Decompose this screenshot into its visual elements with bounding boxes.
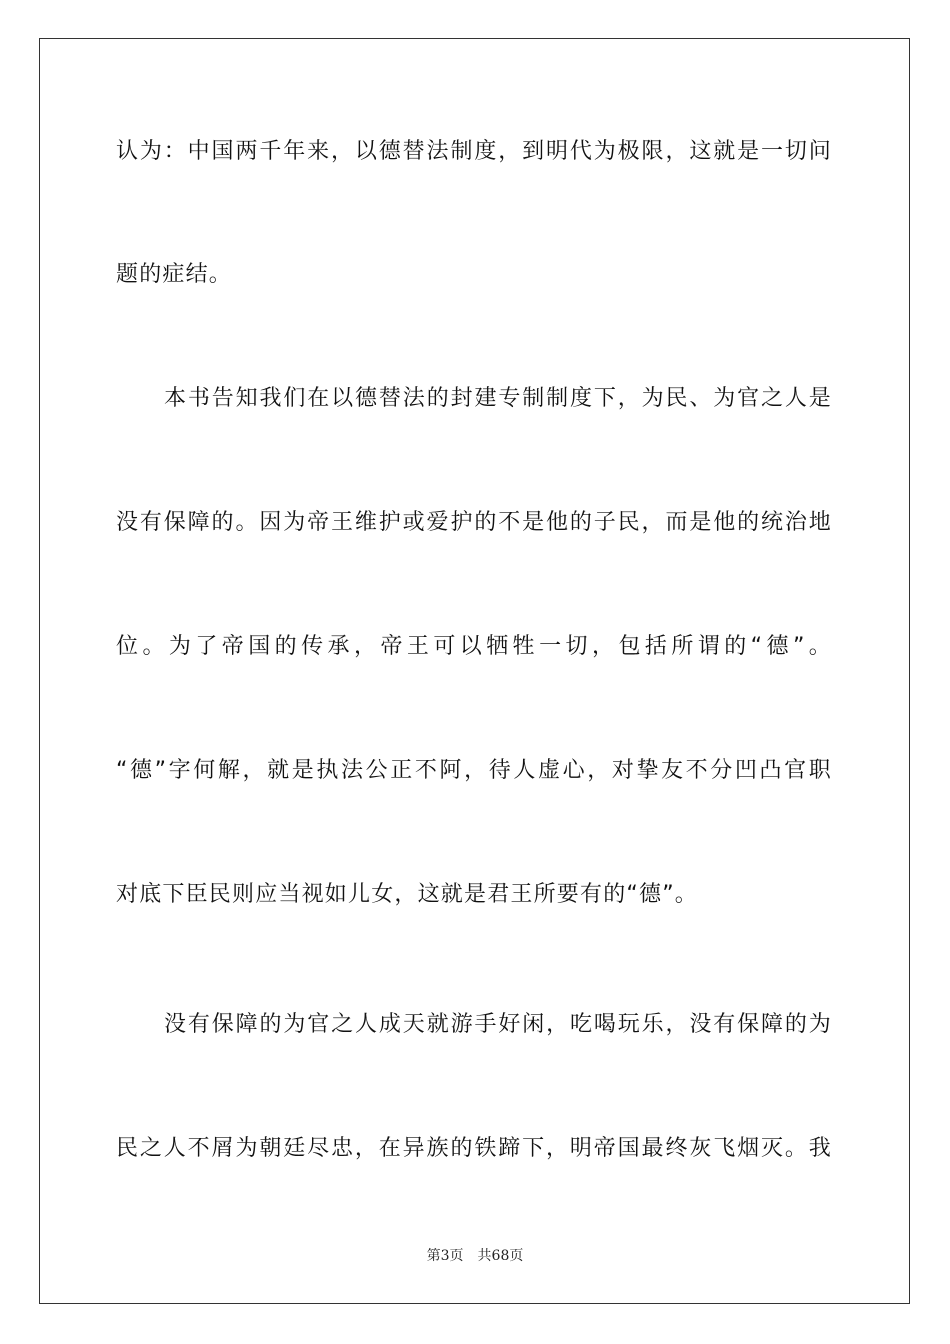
text-line: 认为：中国两千年来，以德替法制度，到明代为极限，这就是一切问 [116,139,832,164]
text-line: 题的症结。 [116,262,233,287]
text-line: 对底下臣民则应当视如儿女，这就是君王所要有的“德”。 [116,882,698,907]
text-line: 民之人不屑为朝廷尽忠，在异族的铁蹄下，明帝国最终灰飞烟灭。我 [116,1136,832,1161]
page-border [39,38,910,1304]
text-line: 位。为了帝国的传承，帝王可以牺牲一切，包括所谓的“德”。 [116,634,832,659]
total-pages: 共68页 [477,1248,524,1264]
text-line: “德”字何解，就是执法公正不阿，待人虚心，对挚友不分凹凸官职 [116,758,832,783]
page-number: 第3页 [426,1248,464,1264]
paragraph-first-line: 本书告知我们在以德替法的封建专制制度下，为民、为官之人是 [164,386,832,411]
text-line: 没有保障的。因为帝王维护或爱护的不是他的子民，而是他的统治地 [116,510,832,535]
page-footer [0,1245,950,1265]
paragraph-first-line: 没有保障的为官之人成天就游手好闲，吃喝玩乐，没有保障的为 [164,1012,832,1037]
